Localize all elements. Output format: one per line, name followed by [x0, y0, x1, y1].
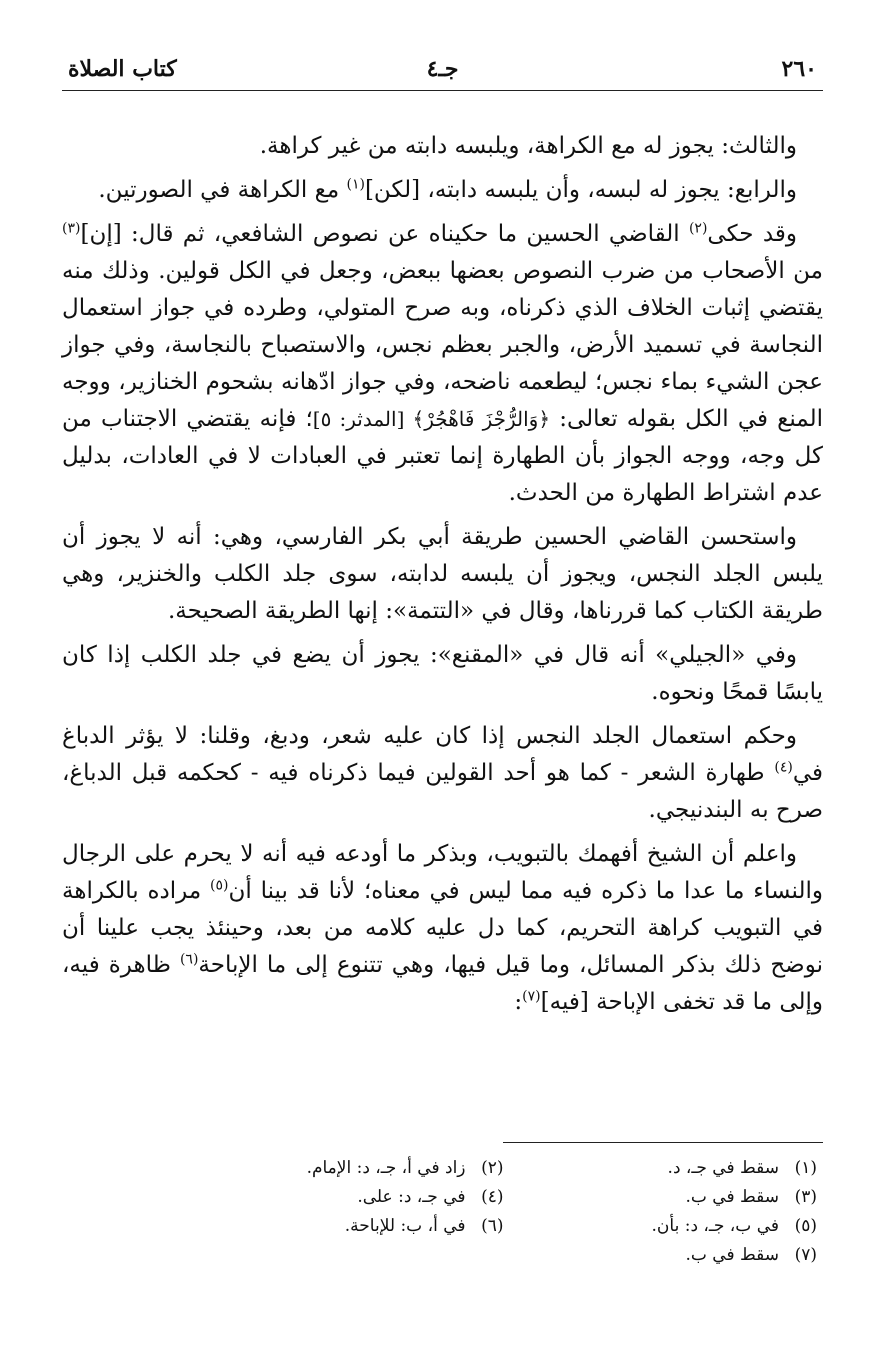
footnote-number: (٧)	[794, 1245, 817, 1265]
paragraph	[62, 836, 823, 1021]
text-run: :	[514, 989, 523, 1015]
footnote-item	[544, 1184, 818, 1211]
footnote-separator	[503, 1142, 823, 1143]
paragraph	[62, 172, 823, 209]
text-run: والرابع: يجوز له لبسه، وأن يلبسه دابته، [لكن]	[364, 177, 797, 203]
paragraph	[62, 519, 823, 630]
footnote-ref: (١)	[346, 176, 365, 193]
text-run: واستحسن القاضي الحسين طريقة أبي بكر الفارسي، وهي: أنه لا يجوز أن يلبس الجلد النجس، ويجوز أن يلبسه لدابته، سوى جلد الكلب والخنزير، وهي طريقة الكتاب كما قررناها، وقال في «التتمة»: إنها الطريقة الصحيحة.	[62, 524, 823, 624]
text-run: وفي «الجيلي» أنه قال في «المقنع»: يجوز أن يضع في جلد الكلب إذا كان يابسًا قمحًا ونحوه.	[62, 642, 823, 705]
footnote-number: (٥)	[794, 1216, 817, 1236]
footnote-ref: (٢)	[688, 220, 708, 237]
footnotes	[230, 1155, 817, 1269]
paragraph	[62, 216, 823, 512]
footnote-ref: (٧)	[522, 988, 541, 1005]
footnote-text: زاد في أ، جـ، د: الإمام.	[306, 1158, 466, 1178]
paragraph	[62, 637, 823, 711]
text-run: طهارة الشعر - كما هو أحد القولين فيما ذكرناه فيه - كحكمه قبل الدباغ، صرح به البندنيجي.	[62, 760, 823, 823]
text-run: ؛ فإنه يقتضي الاجتناب من كل وجه، ووجه الجواز بأن الطهارة إنما تعتبر في العبادات لا في العادات، بدليل عدم اشتراط الطهارة من الحدث.	[62, 406, 823, 506]
footnote-ref: (٦)	[179, 951, 199, 968]
footnote-number: (٦)	[481, 1216, 504, 1236]
text-run: والثالث: يجوز له مع الكراهة، ويلبسه دابته من غير كراهة.	[259, 133, 797, 159]
footnote-text: في ب، جـ، د: بأن.	[651, 1216, 779, 1236]
footnote-text: سقط في ب.	[685, 1245, 779, 1265]
book-title: كتاب الصلاة	[68, 56, 177, 82]
footnote-item	[230, 1155, 504, 1182]
paragraph	[62, 718, 823, 829]
footnote-number: (٣)	[794, 1187, 817, 1207]
footnote-item	[230, 1184, 504, 1211]
footnote-number: (٢)	[481, 1158, 504, 1178]
volume-label: جـ٤	[426, 56, 459, 82]
text-run: القاضي الحسين ما حكيناه عن نصوص الشافعي، ثم قال: [إن]	[80, 221, 689, 247]
text-run: وحكم استعمال الجلد النجس إذا كان عليه شعر، ودبغ، وقلنا: لا يؤثر الدباغ في	[62, 723, 823, 786]
footnote-ref: (٥)	[210, 877, 229, 894]
footnote-text: سقط في ب.	[685, 1187, 779, 1207]
text-run: واعلم أن الشيخ أفهمك بالتبويب، وبذكر ما أودعه فيه أنه لا يحرم على الرجال والنساء ما عدا ما ذكره فيه مما ليس في معناه؛ لأنا قد بينا أن	[62, 841, 823, 904]
page-number: ٢٦٠	[781, 56, 817, 82]
paragraph	[62, 128, 823, 165]
footnote-item	[230, 1213, 504, 1240]
page-header	[62, 50, 823, 91]
footnote-number: (١)	[794, 1158, 817, 1178]
text-run: مراده بالكراهة في التبويب كراهة التحريم، كما دل عليه كلامه من بعد، وحينئذ يجب علينا أن نوضح ذلك بذكر المسائل، وما قيل فيها، وهي تتنوع إلى ما الإباحة	[62, 878, 823, 978]
footnote-text: في أ، ب: للإباحة.	[344, 1216, 466, 1236]
footnote-ref: (٤)	[774, 759, 793, 776]
text-run: من الأصحاب من ضرب النصوص بعضها ببعض، وجعل في الكل قولين. وذلك منه يقتضي إثبات الخلاف الذي ذكرناه، وبه صرح المتولي، وطرده في جواز استعمال النجاسة في تسميد الأرض، والجبر بعظم نجس، والاستصباح بالنجاسة، وفي جواز عجن الشيء بماء نجس؛ ليطعمه ناضحه، وفي جواز ادّهانه بشحوم الخنازير، ووجه المنع في الكل بقوله تعالى:	[62, 258, 823, 432]
footnote-ref: (٣)	[62, 220, 81, 237]
footnote-text: سقط في جـ، د.	[667, 1158, 779, 1178]
text-run: ظاهرة فيه، وإلى ما قد تخفى الإباحة [فيه]	[62, 952, 823, 1015]
text-run: مع الكراهة في الصورتين.	[98, 177, 347, 203]
text-run: وقد حكى	[707, 221, 797, 247]
footnote-number: (٤)	[481, 1187, 504, 1207]
main-text	[62, 128, 823, 1028]
footnote-item	[544, 1155, 818, 1182]
footnote-item	[544, 1213, 818, 1240]
footnote-item	[544, 1242, 818, 1269]
footnote-text: في جـ، د: على.	[357, 1187, 466, 1207]
quran-citation: ﴿وَالرُّجْزَ فَاهْجُرْ﴾ [المدثر: ٥]	[312, 407, 551, 431]
